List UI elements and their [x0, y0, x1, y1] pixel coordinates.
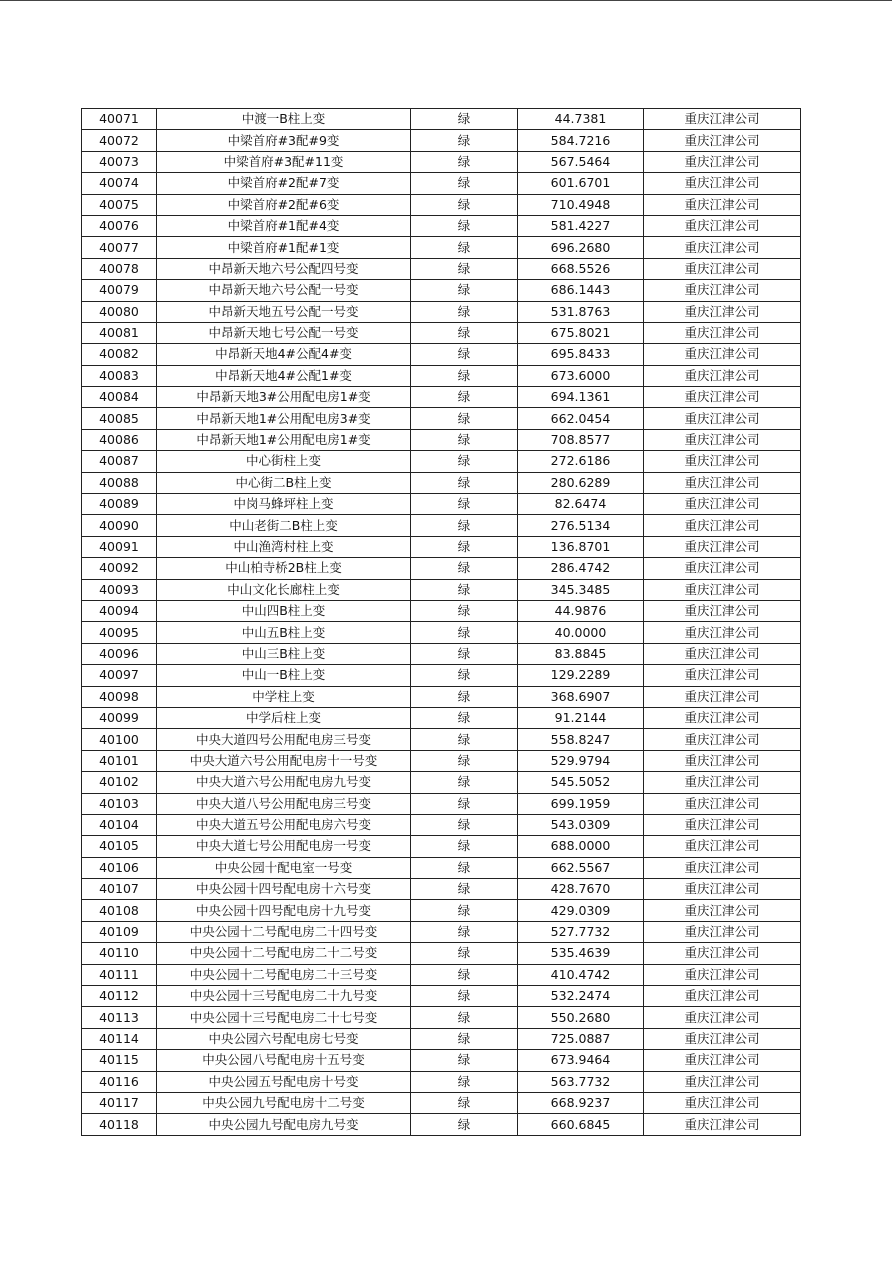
cell-grade: 绿 [411, 494, 518, 515]
table-row [82, 921, 801, 942]
table-row [82, 109, 801, 130]
cell-value: 581.4227 [518, 215, 644, 236]
cell-value: 410.4742 [518, 964, 644, 985]
cell-name: 中梁首府#1配#4变 [157, 215, 411, 236]
table-row [82, 686, 801, 707]
cell-company: 重庆江津公司 [644, 515, 801, 536]
cell-name: 中岗马蜂坪柱上变 [157, 494, 411, 515]
table-row [82, 900, 801, 921]
cell-grade: 绿 [411, 408, 518, 429]
table-row [82, 857, 801, 878]
cell-grade: 绿 [411, 1114, 518, 1135]
cell-company: 重庆江津公司 [644, 280, 801, 301]
cell-company: 重庆江津公司 [644, 173, 801, 194]
cell-grade: 绿 [411, 1007, 518, 1028]
cell-id: 40092 [82, 558, 157, 579]
table-row [82, 1050, 801, 1071]
cell-name: 中央公园十四号配电房十九号变 [157, 900, 411, 921]
cell-company: 重庆江津公司 [644, 793, 801, 814]
cell-grade: 绿 [411, 772, 518, 793]
table-row [82, 429, 801, 450]
cell-value: 428.7670 [518, 879, 644, 900]
cell-company: 重庆江津公司 [644, 600, 801, 621]
table-row [82, 986, 801, 1007]
cell-id: 40082 [82, 344, 157, 365]
cell-grade: 绿 [411, 665, 518, 686]
cell-value: 694.1361 [518, 387, 644, 408]
cell-id: 40078 [82, 258, 157, 279]
cell-name: 中央公园十三号配电房二十九号变 [157, 986, 411, 1007]
cell-company: 重庆江津公司 [644, 130, 801, 151]
cell-value: 531.8763 [518, 301, 644, 322]
cell-grade: 绿 [411, 280, 518, 301]
cell-grade: 绿 [411, 729, 518, 750]
cell-value: 44.7381 [518, 109, 644, 130]
cell-id: 40118 [82, 1114, 157, 1135]
cell-id: 40071 [82, 109, 157, 130]
cell-company: 重庆江津公司 [644, 943, 801, 964]
cell-company: 重庆江津公司 [644, 729, 801, 750]
cell-value: 662.5567 [518, 857, 644, 878]
cell-grade: 绿 [411, 707, 518, 728]
cell-id: 40088 [82, 472, 157, 493]
table-row [82, 729, 801, 750]
cell-id: 40113 [82, 1007, 157, 1028]
table-row [82, 579, 801, 600]
cell-name: 中央公园五号配电房十号变 [157, 1071, 411, 1092]
cell-name: 中央公园十配电室一号变 [157, 857, 411, 878]
table-row [82, 472, 801, 493]
cell-value: 532.2474 [518, 986, 644, 1007]
table-row [82, 130, 801, 151]
cell-value: 601.6701 [518, 173, 644, 194]
table-row [82, 515, 801, 536]
table-row [82, 365, 801, 386]
cell-grade: 绿 [411, 237, 518, 258]
table-row [82, 622, 801, 643]
cell-value: 699.1959 [518, 793, 644, 814]
cell-value: 563.7732 [518, 1071, 644, 1092]
cell-grade: 绿 [411, 558, 518, 579]
cell-grade: 绿 [411, 857, 518, 878]
cell-value: 545.5052 [518, 772, 644, 793]
table-row [82, 600, 801, 621]
cell-id: 40111 [82, 964, 157, 985]
cell-company: 重庆江津公司 [644, 900, 801, 921]
table-row [82, 836, 801, 857]
cell-name: 中昂新天地六号公配四号变 [157, 258, 411, 279]
cell-value: 272.6186 [518, 451, 644, 472]
cell-name: 中央大道八号公用配电房三号变 [157, 793, 411, 814]
cell-grade: 绿 [411, 215, 518, 236]
cell-id: 40080 [82, 301, 157, 322]
cell-grade: 绿 [411, 387, 518, 408]
cell-grade: 绿 [411, 600, 518, 621]
table-row [82, 344, 801, 365]
cell-id: 40073 [82, 151, 157, 172]
cell-company: 重庆江津公司 [644, 857, 801, 878]
cell-value: 662.0454 [518, 408, 644, 429]
cell-id: 40099 [82, 707, 157, 728]
cell-value: 708.8577 [518, 429, 644, 450]
cell-id: 40096 [82, 643, 157, 664]
cell-id: 40104 [82, 814, 157, 835]
cell-grade: 绿 [411, 429, 518, 450]
cell-value: 584.7216 [518, 130, 644, 151]
cell-company: 重庆江津公司 [644, 964, 801, 985]
cell-value: 686.1443 [518, 280, 644, 301]
cell-value: 688.0000 [518, 836, 644, 857]
cell-value: 660.6845 [518, 1114, 644, 1135]
cell-value: 725.0887 [518, 1028, 644, 1049]
data-table [81, 108, 801, 1136]
cell-id: 40103 [82, 793, 157, 814]
cell-company: 重庆江津公司 [644, 215, 801, 236]
cell-grade: 绿 [411, 900, 518, 921]
cell-name: 中山五B柱上变 [157, 622, 411, 643]
cell-company: 重庆江津公司 [644, 494, 801, 515]
cell-name: 中昂新天地1#公用配电房3#变 [157, 408, 411, 429]
cell-company: 重庆江津公司 [644, 301, 801, 322]
cell-company: 重庆江津公司 [644, 772, 801, 793]
cell-company: 重庆江津公司 [644, 686, 801, 707]
cell-id: 40098 [82, 686, 157, 707]
cell-grade: 绿 [411, 622, 518, 643]
cell-id: 40093 [82, 579, 157, 600]
cell-company: 重庆江津公司 [644, 387, 801, 408]
cell-name: 中梁首府#2配#7变 [157, 173, 411, 194]
cell-grade: 绿 [411, 750, 518, 771]
cell-name: 中梁首府#1配#1变 [157, 237, 411, 258]
table-row [82, 707, 801, 728]
cell-id: 40089 [82, 494, 157, 515]
cell-company: 重庆江津公司 [644, 1114, 801, 1135]
cell-value: 543.0309 [518, 814, 644, 835]
cell-id: 40090 [82, 515, 157, 536]
cell-value: 91.2144 [518, 707, 644, 728]
cell-grade: 绿 [411, 579, 518, 600]
cell-name: 中山渔湾村柱上变 [157, 536, 411, 557]
cell-value: 675.8021 [518, 322, 644, 343]
table-row [82, 280, 801, 301]
cell-id: 40112 [82, 986, 157, 1007]
table-row [82, 665, 801, 686]
cell-company: 重庆江津公司 [644, 643, 801, 664]
cell-id: 40116 [82, 1071, 157, 1092]
cell-company: 重庆江津公司 [644, 879, 801, 900]
cell-id: 40117 [82, 1092, 157, 1113]
cell-value: 129.2289 [518, 665, 644, 686]
cell-name: 中央大道四号公用配电房三号变 [157, 729, 411, 750]
cell-grade: 绿 [411, 536, 518, 557]
cell-name: 中昂新天地七号公配一号变 [157, 322, 411, 343]
cell-id: 40106 [82, 857, 157, 878]
table-row [82, 964, 801, 985]
cell-grade: 绿 [411, 986, 518, 1007]
table-row [82, 258, 801, 279]
cell-name: 中昂新天地4#公配1#变 [157, 365, 411, 386]
cell-value: 710.4948 [518, 194, 644, 215]
cell-company: 重庆江津公司 [644, 814, 801, 835]
cell-company: 重庆江津公司 [644, 707, 801, 728]
cell-id: 40079 [82, 280, 157, 301]
cell-company: 重庆江津公司 [644, 322, 801, 343]
cell-id: 40094 [82, 600, 157, 621]
cell-id: 40107 [82, 879, 157, 900]
cell-company: 重庆江津公司 [644, 665, 801, 686]
cell-company: 重庆江津公司 [644, 344, 801, 365]
cell-value: 695.8433 [518, 344, 644, 365]
table-row [82, 814, 801, 835]
cell-value: 673.6000 [518, 365, 644, 386]
cell-company: 重庆江津公司 [644, 472, 801, 493]
cell-value: 368.6907 [518, 686, 644, 707]
cell-value: 82.6474 [518, 494, 644, 515]
table-row [82, 558, 801, 579]
cell-grade: 绿 [411, 130, 518, 151]
cell-name: 中心街二B柱上变 [157, 472, 411, 493]
cell-id: 40081 [82, 322, 157, 343]
cell-id: 40100 [82, 729, 157, 750]
table-row [82, 408, 801, 429]
cell-company: 重庆江津公司 [644, 558, 801, 579]
cell-name: 中学柱上变 [157, 686, 411, 707]
table-row [82, 793, 801, 814]
table-row [82, 1092, 801, 1113]
cell-company: 重庆江津公司 [644, 451, 801, 472]
cell-name: 中央大道五号公用配电房六号变 [157, 814, 411, 835]
cell-grade: 绿 [411, 301, 518, 322]
cell-company: 重庆江津公司 [644, 365, 801, 386]
table-row [82, 151, 801, 172]
table-row [82, 772, 801, 793]
cell-grade: 绿 [411, 643, 518, 664]
cell-name: 中央公园十三号配电房二十七号变 [157, 1007, 411, 1028]
cell-company: 重庆江津公司 [644, 536, 801, 557]
cell-name: 中央大道六号公用配电房九号变 [157, 772, 411, 793]
cell-id: 40091 [82, 536, 157, 557]
cell-name: 中央大道七号公用配电房一号变 [157, 836, 411, 857]
table-row [82, 322, 801, 343]
cell-id: 40072 [82, 130, 157, 151]
cell-name: 中央公园九号配电房十二号变 [157, 1092, 411, 1113]
cell-grade: 绿 [411, 836, 518, 857]
cell-grade: 绿 [411, 793, 518, 814]
cell-name: 中山三B柱上变 [157, 643, 411, 664]
cell-name: 中山文化长廊柱上变 [157, 579, 411, 600]
cell-company: 重庆江津公司 [644, 1092, 801, 1113]
cell-grade: 绿 [411, 451, 518, 472]
cell-value: 136.8701 [518, 536, 644, 557]
cell-name: 中昂新天地五号公配一号变 [157, 301, 411, 322]
cell-company: 重庆江津公司 [644, 1071, 801, 1092]
cell-company: 重庆江津公司 [644, 258, 801, 279]
cell-name: 中央公园十四号配电房十六号变 [157, 879, 411, 900]
table-row [82, 750, 801, 771]
cell-company: 重庆江津公司 [644, 1007, 801, 1028]
cell-grade: 绿 [411, 515, 518, 536]
cell-grade: 绿 [411, 258, 518, 279]
cell-grade: 绿 [411, 1050, 518, 1071]
cell-id: 40102 [82, 772, 157, 793]
table-row [82, 1007, 801, 1028]
cell-id: 40110 [82, 943, 157, 964]
cell-id: 40101 [82, 750, 157, 771]
cell-grade: 绿 [411, 365, 518, 386]
cell-company: 重庆江津公司 [644, 1028, 801, 1049]
cell-name: 中渡一B柱上变 [157, 109, 411, 130]
cell-id: 40083 [82, 365, 157, 386]
table-row [82, 173, 801, 194]
cell-value: 668.5526 [518, 258, 644, 279]
cell-company: 重庆江津公司 [644, 1050, 801, 1071]
page-top-border [0, 0, 892, 1]
cell-id: 40108 [82, 900, 157, 921]
cell-id: 40074 [82, 173, 157, 194]
cell-id: 40087 [82, 451, 157, 472]
table-row [82, 387, 801, 408]
cell-id: 40086 [82, 429, 157, 450]
cell-value: 286.4742 [518, 558, 644, 579]
cell-name: 中山一B柱上变 [157, 665, 411, 686]
cell-value: 280.6289 [518, 472, 644, 493]
cell-name: 中央公园九号配电房九号变 [157, 1114, 411, 1135]
cell-name: 中昂新天地六号公配一号变 [157, 280, 411, 301]
cell-value: 558.8247 [518, 729, 644, 750]
cell-value: 529.9794 [518, 750, 644, 771]
cell-id: 40115 [82, 1050, 157, 1071]
cell-grade: 绿 [411, 322, 518, 343]
cell-name: 中梁首府#3配#9变 [157, 130, 411, 151]
cell-name: 中昂新天地3#公用配电房1#变 [157, 387, 411, 408]
cell-grade: 绿 [411, 173, 518, 194]
table-row [82, 215, 801, 236]
cell-value: 40.0000 [518, 622, 644, 643]
cell-grade: 绿 [411, 1071, 518, 1092]
cell-grade: 绿 [411, 1028, 518, 1049]
cell-name: 中央大道六号公用配电房十一号变 [157, 750, 411, 771]
cell-grade: 绿 [411, 472, 518, 493]
cell-company: 重庆江津公司 [644, 151, 801, 172]
cell-name: 中央公园十二号配电房二十二号变 [157, 943, 411, 964]
table-row [82, 1114, 801, 1135]
cell-id: 40076 [82, 215, 157, 236]
cell-company: 重庆江津公司 [644, 237, 801, 258]
cell-name: 中昂新天地4#公配4#变 [157, 344, 411, 365]
cell-grade: 绿 [411, 194, 518, 215]
table-row [82, 1028, 801, 1049]
cell-value: 668.9237 [518, 1092, 644, 1113]
cell-value: 345.3485 [518, 579, 644, 600]
cell-grade: 绿 [411, 879, 518, 900]
table-row [82, 1071, 801, 1092]
cell-grade: 绿 [411, 151, 518, 172]
cell-id: 40084 [82, 387, 157, 408]
table-row [82, 943, 801, 964]
cell-value: 83.8845 [518, 643, 644, 664]
cell-value: 696.2680 [518, 237, 644, 258]
cell-company: 重庆江津公司 [644, 986, 801, 1007]
cell-grade: 绿 [411, 943, 518, 964]
cell-value: 567.5464 [518, 151, 644, 172]
cell-company: 重庆江津公司 [644, 408, 801, 429]
cell-company: 重庆江津公司 [644, 622, 801, 643]
cell-value: 535.4639 [518, 943, 644, 964]
cell-company: 重庆江津公司 [644, 921, 801, 942]
table-row [82, 301, 801, 322]
table-row [82, 494, 801, 515]
cell-value: 527.7732 [518, 921, 644, 942]
cell-grade: 绿 [411, 921, 518, 942]
cell-value: 276.5134 [518, 515, 644, 536]
cell-grade: 绿 [411, 109, 518, 130]
cell-value: 429.0309 [518, 900, 644, 921]
cell-name: 中央公园六号配电房七号变 [157, 1028, 411, 1049]
cell-company: 重庆江津公司 [644, 836, 801, 857]
cell-name: 中山老街二B柱上变 [157, 515, 411, 536]
cell-name: 中山四B柱上变 [157, 600, 411, 621]
table-body [82, 109, 801, 1136]
cell-name: 中山柏寺桥2B柱上变 [157, 558, 411, 579]
cell-id: 40075 [82, 194, 157, 215]
cell-grade: 绿 [411, 1092, 518, 1113]
cell-name: 中央公园十二号配电房二十三号变 [157, 964, 411, 985]
cell-name: 中梁首府#2配#6变 [157, 194, 411, 215]
cell-company: 重庆江津公司 [644, 194, 801, 215]
cell-grade: 绿 [411, 814, 518, 835]
cell-name: 中昂新天地1#公用配电房1#变 [157, 429, 411, 450]
cell-company: 重庆江津公司 [644, 750, 801, 771]
table-row [82, 237, 801, 258]
cell-value: 44.9876 [518, 600, 644, 621]
cell-name: 中梁首府#3配#11变 [157, 151, 411, 172]
cell-id: 40077 [82, 237, 157, 258]
cell-grade: 绿 [411, 686, 518, 707]
cell-grade: 绿 [411, 344, 518, 365]
table-row [82, 643, 801, 664]
cell-name: 中学后柱上变 [157, 707, 411, 728]
cell-id: 40105 [82, 836, 157, 857]
cell-name: 中央公园八号配电房十五号变 [157, 1050, 411, 1071]
table-row [82, 451, 801, 472]
cell-name: 中央公园十二号配电房二十四号变 [157, 921, 411, 942]
cell-name: 中心街柱上变 [157, 451, 411, 472]
cell-id: 40085 [82, 408, 157, 429]
cell-company: 重庆江津公司 [644, 429, 801, 450]
cell-value: 673.9464 [518, 1050, 644, 1071]
cell-company: 重庆江津公司 [644, 579, 801, 600]
cell-id: 40097 [82, 665, 157, 686]
table-row [82, 536, 801, 557]
cell-id: 40095 [82, 622, 157, 643]
table-row [82, 194, 801, 215]
cell-company: 重庆江津公司 [644, 109, 801, 130]
cell-grade: 绿 [411, 964, 518, 985]
table-row [82, 879, 801, 900]
cell-id: 40109 [82, 921, 157, 942]
cell-value: 550.2680 [518, 1007, 644, 1028]
cell-id: 40114 [82, 1028, 157, 1049]
